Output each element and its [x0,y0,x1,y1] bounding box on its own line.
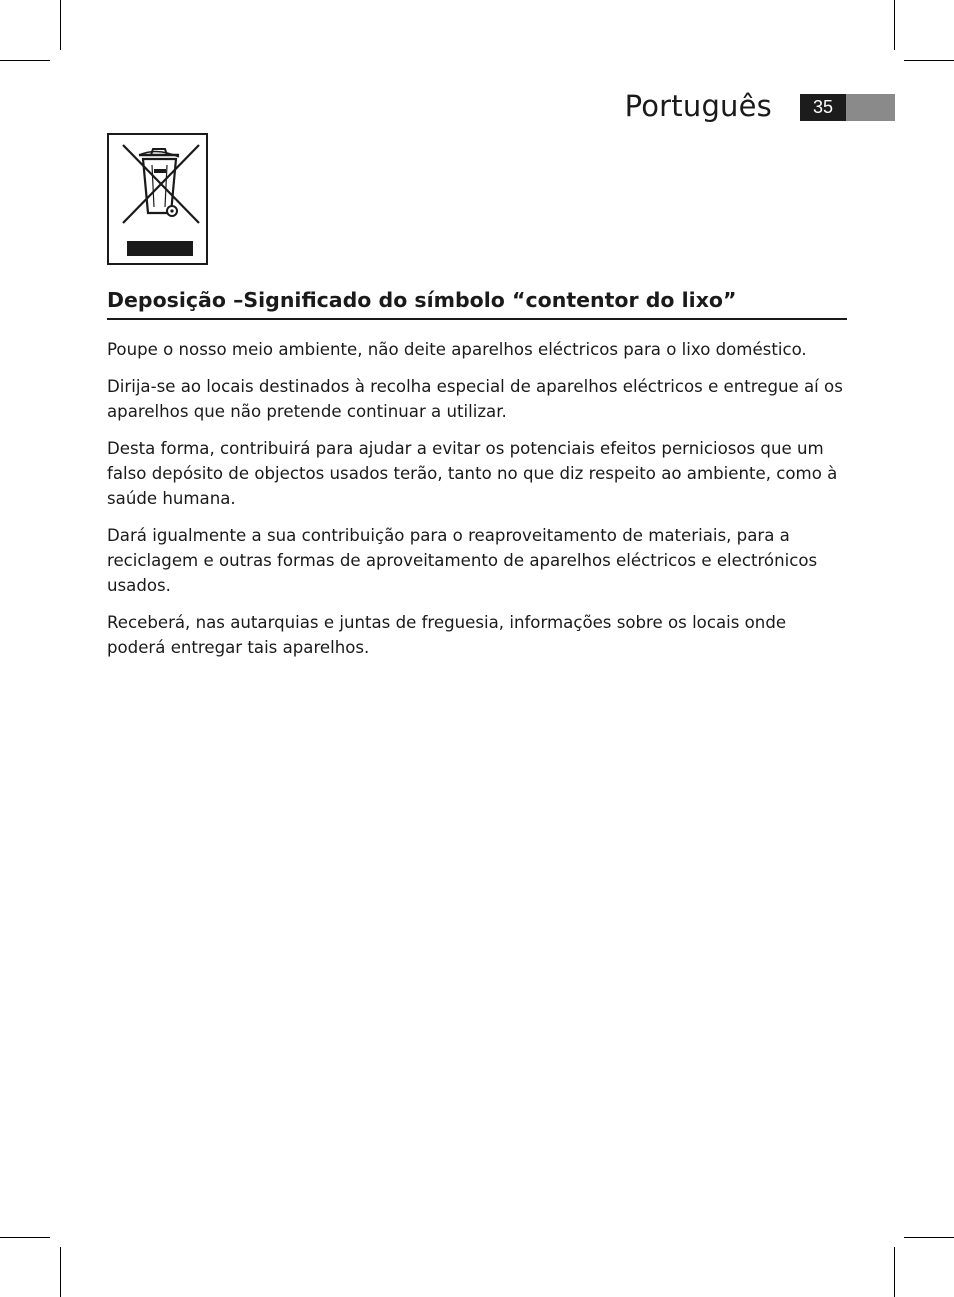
crop-mark [60,1247,61,1297]
crop-mark [60,0,61,50]
crop-mark [894,1247,895,1297]
crossed-out-wheeled-bin-icon [107,133,208,265]
language-title: Português [624,89,772,123]
paragraph: Receberá, nas autarquias e juntas de freguesia, informações sobre os locais onde poderá entregar tais aparelhos. [107,613,787,657]
paragraph: Poupe o nosso meio ambiente, não deite aparelhos eléctricos para o lixo doméstico. [107,340,807,359]
crop-mark [894,0,895,50]
body-text [107,337,849,672]
page-tab [800,94,895,121]
page-number: 35 [800,94,846,121]
paragraph: Dará igualmente a sua contribuição para o reaproveitamento de materiais, para a reciclagem e outras formas de aproveitamento de aparelhos eléctricos e electrónicos usados. [107,526,818,595]
crop-mark [0,1237,50,1238]
paragraph: Desta forma, contribuirá para ajudar a evitar os potenciais efeitos perniciosos que um falso depósito de objectos usados terão, tanto no que diz respeito ao ambiente, como à saúde humana. [107,439,838,508]
section-heading: Deposição –Significado do símbolo “contentor do lixo” [107,286,847,320]
crop-mark [904,1237,954,1238]
paragraph: Dirija-se ao locais destinados à recolha especial de aparelhos eléctricos e entregue aí os aparelhos que não pretende continuar a utilizar. [107,377,843,421]
crop-mark [0,60,50,61]
page-tab-fill [846,94,895,121]
crop-mark [904,60,954,61]
